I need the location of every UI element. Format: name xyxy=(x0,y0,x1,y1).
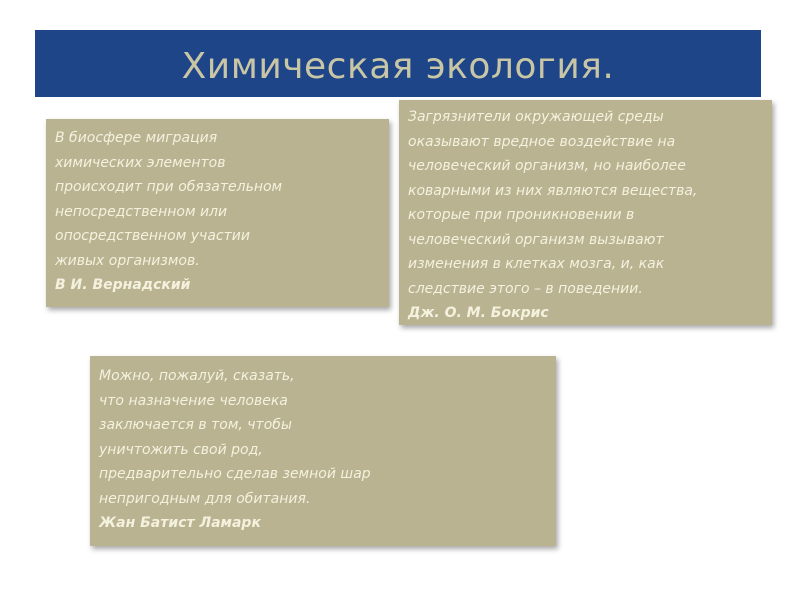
quote-line: живых организмов. xyxy=(55,252,200,269)
quote-line: непосредственном или xyxy=(55,203,228,220)
quote-line: оказывают вредное воздействие на xyxy=(408,133,676,150)
quote-line: Загрязнители окружающей среды xyxy=(408,109,664,125)
quote-line: заключается в том, чтобы xyxy=(99,417,292,433)
quote-line: Можно, пожалуй, сказать, xyxy=(99,368,295,384)
quote-author: Дж. О. М. Бокрис xyxy=(408,305,549,321)
quote-line: которые при проникновении в xyxy=(408,207,635,223)
quote-line: изменения в клетках мозга, и, как xyxy=(408,256,665,272)
quote-box-bockris xyxy=(399,100,772,325)
quote-line: человеческий организм, но наиболее xyxy=(408,158,686,174)
quote-line: следствие этого – в поведении. xyxy=(408,280,643,297)
quote-line: непригодным для обитания. xyxy=(99,490,311,507)
quote-line: происходит при обязательном xyxy=(55,179,283,195)
quote-line: коварными из них являются вещества, xyxy=(408,182,698,199)
quote-line: что назначение человека xyxy=(99,392,288,409)
quote-line: уничтожить свой род, xyxy=(99,441,263,458)
quote-box-vernadsky xyxy=(46,119,389,307)
title-bar xyxy=(35,30,761,97)
quote-box-lamarck xyxy=(90,356,556,546)
quote-line: человеческий организм вызывают xyxy=(408,231,664,248)
quote-line: опосредственном участии xyxy=(55,228,250,244)
slide-title: Химическая экология. xyxy=(181,46,615,87)
quote-line: химических элементов xyxy=(55,154,226,171)
quote-author: Жан Батист Ламарк xyxy=(99,515,261,531)
quote-line: предварительно сделав земной шар xyxy=(99,466,371,482)
quote-line: В биосфере миграция xyxy=(55,130,218,146)
quote-author: В И. Вернадский xyxy=(55,277,191,293)
